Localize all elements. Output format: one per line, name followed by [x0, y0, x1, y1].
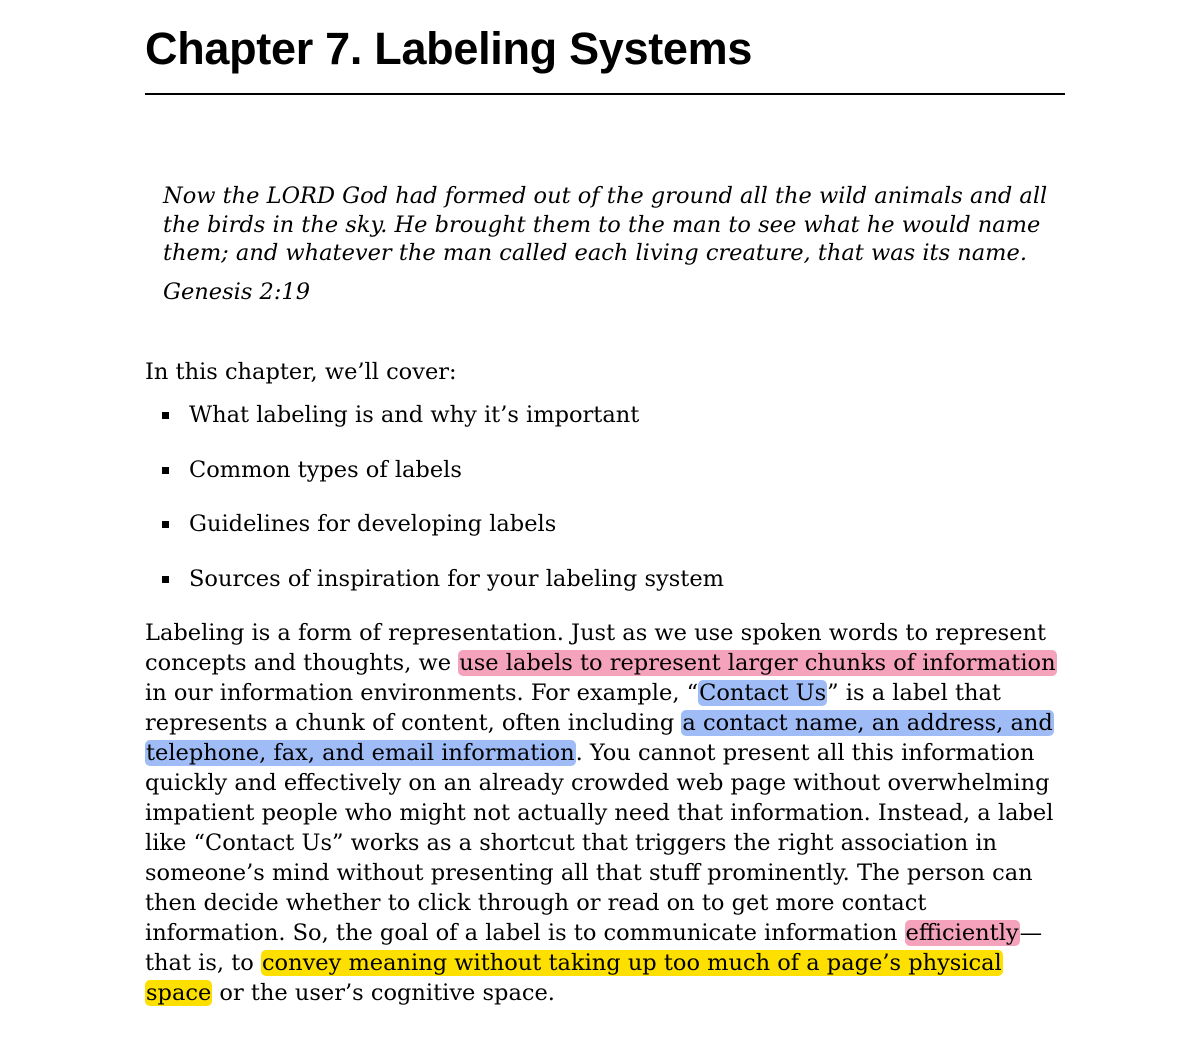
square-bullet-icon — [162, 521, 169, 528]
text-segment: Labeling is a form of representation. Just as we use spoken words to represent concepts and thoughts, we — [145, 620, 1047, 676]
square-bullet-icon — [162, 576, 169, 583]
square-bullet-icon — [162, 467, 169, 474]
highlight-blue[interactable]: Contact Us — [699, 680, 827, 706]
epigraph-quote: Now the LORD God had formed out of the ground all the wild animals and all the birds in the sky. He brought them to the man to see what he would name them; and whatever the man called each living creature, that was its name. — [163, 183, 1048, 266]
highlight-yellow[interactable]: convey meaning without taking up too much of a page’s physical space — [146, 950, 1002, 1006]
list-item — [145, 561, 724, 616]
text-segment: . You cannot present all this information quickly and effectively on an already crowded web page without overwhelming impatient people who might not actually need that information. Instead, a label like “Contact Us” works as a shortcut that triggers the right association in someone’s mind without presenting all that stuff prominently. The person can then decide whether to click through or read on to get more contact information. So, the goal of a label is to communicate information — [145, 740, 1054, 946]
list-item — [145, 506, 724, 561]
chapter-intro: In this chapter, we’ll cover: — [145, 359, 457, 385]
list-item-label: Sources of inspiration for your labeling system — [189, 566, 724, 593]
list-item — [145, 397, 724, 452]
highlight-pink[interactable]: efficiently — [905, 920, 1019, 946]
chapter-title: Chapter 7. Labeling Systems — [145, 23, 753, 74]
topic-list — [145, 397, 724, 616]
highlight-pink[interactable]: use labels to represent larger chunks of information — [459, 650, 1056, 676]
text-segment: —that is, to — [145, 920, 1043, 976]
text-segment: or the user’s cognitive space. — [212, 980, 555, 1006]
square-bullet-icon — [162, 412, 169, 419]
body-paragraph — [145, 618, 1065, 1008]
text-segment: in our information environments. For example, “ — [145, 680, 699, 706]
list-item-label: Guidelines for developing labels — [189, 511, 557, 538]
epigraph-source: Genesis 2:19 — [163, 278, 311, 305]
list-item-label: Common types of labels — [189, 456, 462, 483]
highlight-blue[interactable]: a contact name, an address, and telephone, fax, and email information — [146, 710, 1053, 766]
epigraph — [163, 182, 1063, 306]
title-divider — [145, 93, 1065, 95]
text-segment: ” is a label that represents a chunk of content, often including — [145, 680, 1001, 736]
list-item — [145, 452, 724, 507]
list-item-label: What labeling is and why it’s important — [189, 402, 640, 428]
